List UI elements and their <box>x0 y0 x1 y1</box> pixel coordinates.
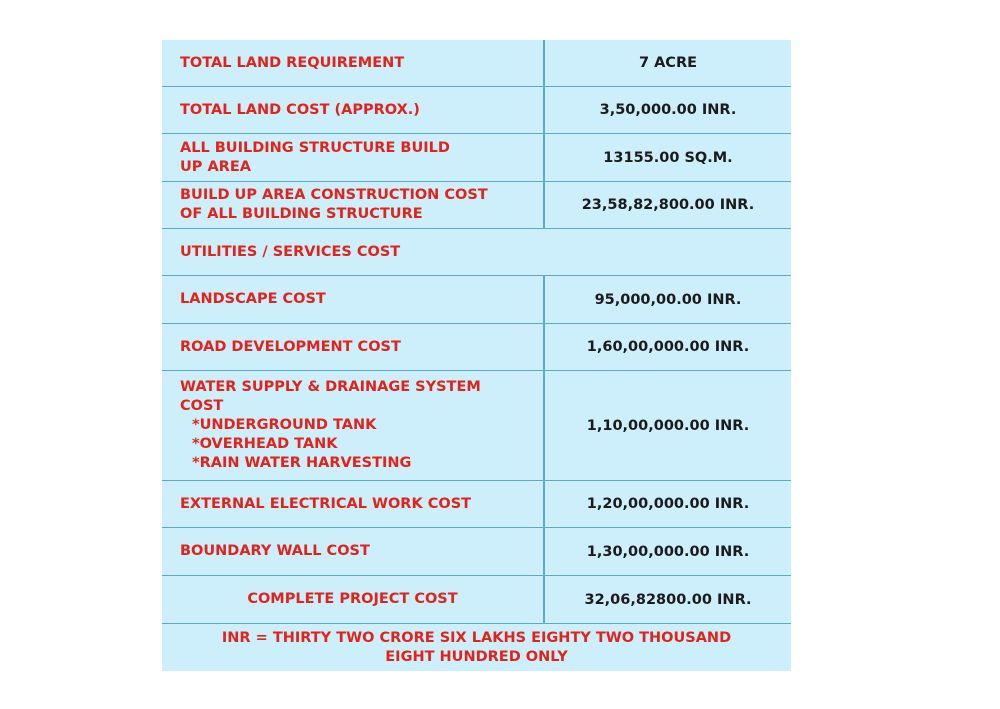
total-label: COMPLETE PROJECT COST <box>162 576 545 623</box>
amount-in-words: INR = THIRTY TWO CRORE SIX LAKHS EIGHTY TWO THOUSAND EIGHT HUNDRED ONLY <box>221 629 732 665</box>
row-value: 1,20,00,000.00 INR. <box>586 496 750 512</box>
row-value: 3,50,000.00 INR. <box>599 102 737 118</box>
table-row <box>162 276 791 324</box>
project-cost-table <box>162 40 791 671</box>
table-row <box>162 134 791 182</box>
sub-item: *OVERHEAD TANK <box>192 436 338 452</box>
table-row <box>162 182 791 229</box>
section-header-label: UTILITIES / SERVICES COST <box>180 243 401 260</box>
row-value: 1,10,00,000.00 INR. <box>586 417 750 434</box>
row-label: BOUNDARY WALL COST <box>162 528 545 575</box>
section-header-row <box>162 229 791 276</box>
row-label: ROAD DEVELOPMENT COST <box>162 324 545 370</box>
table-row <box>162 40 791 87</box>
table-row <box>162 87 791 134</box>
row-value: 1,30,00,000.00 INR. <box>586 543 750 560</box>
sub-item: *RAIN WATER HARVESTING <box>192 455 412 471</box>
amount-in-words-row <box>162 624 791 671</box>
total-row <box>162 576 791 624</box>
row-label: BUILD UP AREA CONSTRUCTION COST OF ALL BUILDING STRUCTURE <box>162 182 545 228</box>
row-label: LANDSCAPE COST <box>162 276 545 323</box>
row-label: TOTAL LAND COST (APPROX.) <box>162 87 545 133</box>
table-row <box>162 371 791 481</box>
row-label: WATER SUPPLY & DRAINAGE SYSTEM COST *UNDERGROUND TANK *OVERHEAD TANK *RAIN WATER HARVESTING <box>162 371 545 480</box>
row-label: ALL BUILDING STRUCTURE BUILD UP AREA <box>162 134 545 181</box>
table-row <box>162 481 791 528</box>
sub-item: *UNDERGROUND TANK <box>192 417 377 433</box>
row-value: 13155.00 SQ.M. <box>603 149 733 166</box>
table-row <box>162 528 791 576</box>
row-value: 23,58,82,800.00 INR. <box>581 197 755 213</box>
row-value: 95,000,00.00 INR. <box>594 291 742 308</box>
row-label: TOTAL LAND REQUIREMENT <box>162 40 545 86</box>
row-label: EXTERNAL ELECTRICAL WORK COST <box>162 481 545 527</box>
row-value: 1,60,00,000.00 INR. <box>586 339 750 355</box>
row-value: 7 ACRE <box>638 55 698 71</box>
table-row <box>162 324 791 371</box>
total-value: 32,06,82800.00 INR. <box>584 591 752 608</box>
